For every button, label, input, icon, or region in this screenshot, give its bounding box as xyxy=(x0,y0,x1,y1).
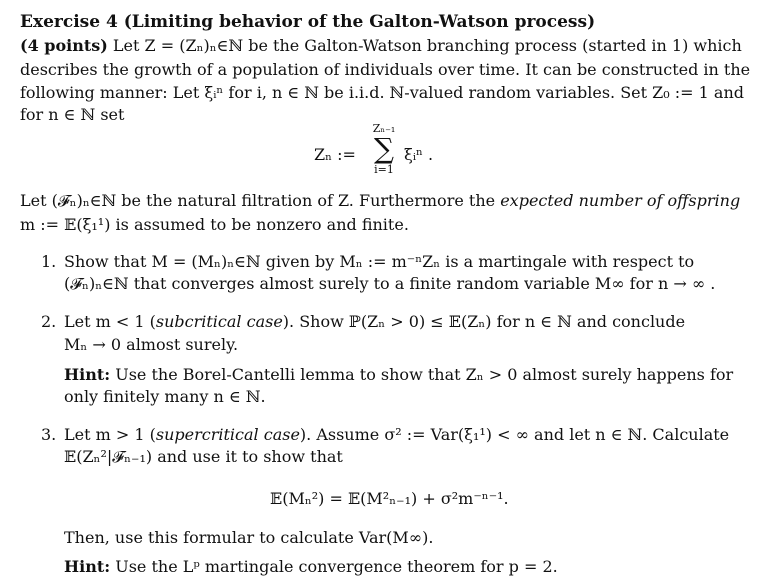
expected-offspring-term: expected number of offspring xyxy=(500,191,741,210)
intro-text-1: Let Z = (Zₙ)ₙ∈ℕ be the Galton-Watson branching process (started in 1) which xyxy=(112,36,742,55)
points-label: (4 points) xyxy=(20,36,108,55)
eq1-rhs: ξᵢⁿ . xyxy=(404,145,434,164)
item-3-then: Then, use this formular to calculate Var(M∞). xyxy=(64,528,434,547)
supercritical-term: supercritical case xyxy=(155,425,300,444)
item-2-text-a: Let m < 1 ( xyxy=(64,312,156,331)
item-2-number: 2. xyxy=(41,312,57,331)
filtration-line-2: m := 𝔼(ξ₁¹) is assumed to be nonzero and finite. xyxy=(20,215,409,234)
intro-line-1 xyxy=(20,35,742,57)
item-2-line-2: Mₙ → 0 almost surely. xyxy=(64,335,239,354)
item-3-text-b: ). Assume σ² := Var(ξ₁¹) < ∞ and let n ∈ ℕ. Calculate xyxy=(299,425,730,444)
filtration-line-1 xyxy=(20,190,740,212)
eq1-upper: Zₙ₋₁ xyxy=(372,122,396,135)
item-2-line-1 xyxy=(64,311,685,333)
item-2-hint-text: Use the Borel-Cantelli lemma to show that Zₙ > 0 almost surely happens for xyxy=(115,365,734,384)
item-2-text-b: ). Show ℙ(Zₙ > 0) ≤ 𝔼(Zₙ) for n ∈ ℕ and conclude xyxy=(282,312,686,331)
item-3-line-2: 𝔼(Zₙ²|𝓕ₙ₋₁) and use it to show that xyxy=(64,447,343,466)
intro-line-3: following manner: Let ξᵢⁿ for i, n ∈ ℕ be i.i.d. ℕ-valued random variables. Set Z₀ := 1 and xyxy=(20,83,744,102)
eq1-lower: i=1 xyxy=(374,163,394,176)
item-3-line-1 xyxy=(64,424,729,446)
item-3-hint xyxy=(64,556,558,578)
item-3-equation: 𝔼(Mₙ²) = 𝔼(M²ₙ₋₁) + σ²m⁻ⁿ⁻¹. xyxy=(270,489,509,508)
item-1-line-2: (𝓕ₙ)ₙ∈ℕ that converges almost surely to a finite random variable M∞ for n → ∞ . xyxy=(64,274,716,293)
filtration-text: Let (𝓕ₙ)ₙ∈ℕ be the natural filtration of Z. Furthermore the xyxy=(20,191,496,210)
item-3-hint-text: Use the Lᵖ martingale convergence theorem for p = 2. xyxy=(115,557,558,576)
intro-line-4: for n ∈ ℕ set xyxy=(20,105,125,124)
item-3-hint-label: Hint: xyxy=(64,557,111,576)
eq1-sigma: ∑ xyxy=(374,132,394,165)
subcritical-term: subcritical case xyxy=(155,312,283,331)
item-3-number: 3. xyxy=(41,425,57,444)
intro-line-2: describes the growth of a population of individuals over time. It can be constructed in the xyxy=(20,60,751,79)
eq1-lhs: Zₙ := xyxy=(314,145,356,164)
item-2-hint-label: Hint: xyxy=(64,365,111,384)
item-1-number: 1. xyxy=(41,252,57,271)
item-2-hint-line-2: only finitely many n ∈ ℕ. xyxy=(64,387,266,406)
exercise-title: Exercise 4 (Limiting behavior of the Galton-Watson process) xyxy=(20,12,596,32)
eq1-sum xyxy=(364,122,404,176)
item-1-line-1: Show that M = (Mₙ)ₙ∈ℕ given by Mₙ := m⁻ⁿZₙ is a martingale with respect to xyxy=(64,252,695,271)
item-3-text-a: Let m > 1 ( xyxy=(64,425,156,444)
item-2-hint-line-1 xyxy=(64,364,733,386)
